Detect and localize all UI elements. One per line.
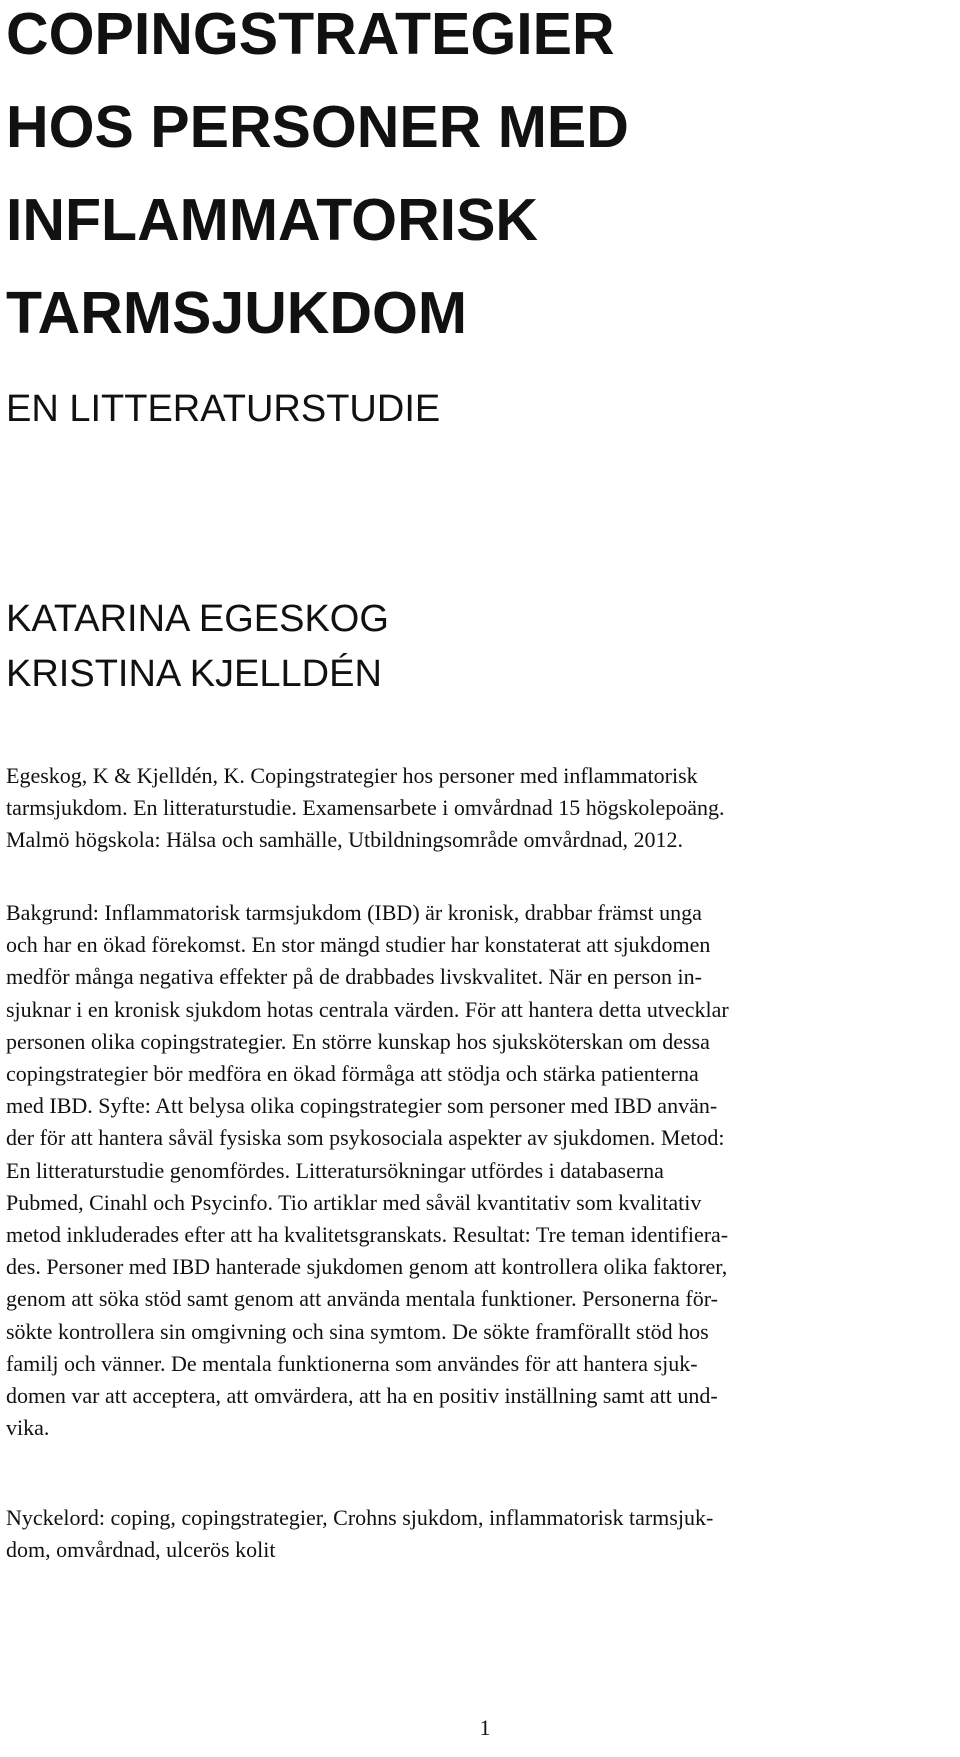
title-line: TARMSJUKDOM: [6, 280, 468, 346]
abstract-line: och har en ökad förekomst. En stor mängd studier har konstaterat att sjukdomen: [6, 932, 711, 958]
abstract-line: genom att söka stöd samt genom att använda mentala funktioner. Personerna för-: [6, 1286, 718, 1312]
citation-line: tarmsjukdom. En litteraturstudie. Examensarbete i omvårdnad 15 högskolepoäng.: [6, 795, 725, 820]
abstract-line: personen olika copingstrategier. En större kunskap hos sjuksköterskan om dessa: [6, 1028, 710, 1054]
citation-line: Malmö högskola: Hälsa och samhälle, Utbildningsområde omvårdnad, 2012.: [6, 827, 683, 852]
keywords-line: dom, omvårdnad, ulcerös kolit: [6, 1537, 276, 1562]
abstract-line: der för att hantera såväl fysiska som psykosociala aspekter av sjukdomen. Metod:: [6, 1125, 725, 1151]
page-number: 1: [479, 1715, 491, 1740]
abstract-line: vika.: [6, 1415, 50, 1441]
abstract-line: medför många negativa effekter på de drabbades livskvalitet. När en person in-: [6, 964, 702, 990]
abstract-line: metod inkluderades efter att ha kvalitetsgranskats. Resultat: Tre teman identifiera-: [6, 1222, 729, 1248]
author-name: KRISTINA KJELLDÉN: [6, 653, 382, 695]
keywords: [6, 1502, 946, 1566]
citation-line: Egeskog, K & Kjelldén, K. Copingstrategier hos personer med inflammatorisk: [6, 763, 698, 788]
abstract-line: copingstrategier bör medföra en ökad förmåga att stödja och stärka patienterna: [6, 1061, 699, 1087]
abstract-line: sökte kontrollera sin omgivning och sina symtom. De sökte framförallt stöd hos: [6, 1318, 709, 1344]
title-line: HOS PERSONER MED: [6, 94, 629, 160]
abstract: [6, 897, 946, 1444]
title-line: COPINGSTRATEGIER: [6, 1, 615, 67]
document-subtitle: EN LITTERATURSTUDIE: [6, 388, 441, 430]
abstract-line: des. Personer med IBD hanterade sjukdomen genom att kontrollera olika faktorer,: [6, 1254, 728, 1280]
abstract-line: sjuknar i en kronisk sjukdom hotas centrala värden. För att hantera detta utvecklar: [6, 996, 729, 1022]
abstract-line: domen var att acceptera, att omvärdera, att ha en positiv inställning samt att und-: [6, 1383, 718, 1409]
abstract-line: Pubmed, Cinahl och Psycinfo. Tio artiklar med såväl kvantitativ som kvalitativ: [6, 1189, 702, 1215]
abstract-line: En litteraturstudie genomfördes. Litteratursökningar utfördes i databaserna: [6, 1157, 664, 1183]
author-name: KATARINA EGESKOG: [6, 598, 389, 640]
author-list: [6, 592, 389, 702]
keywords-line: Nyckelord: coping, copingstrategier, Crohns sjukdom, inflammatorisk tarmsjuk-: [6, 1505, 714, 1530]
title-line: INFLAMMATORISK: [6, 187, 539, 253]
abstract-line: Bakgrund: Inflammatorisk tarmsjukdom (IBD) är kronisk, drabbar främst unga: [6, 900, 702, 925]
abstract-line: med IBD. Syfte: Att belysa olika copingstrategier som personer med IBD använ-: [6, 1093, 718, 1119]
document-title: [6, 0, 946, 360]
abstract-line: familj och vänner. De mentala funktionerna som användes för att hantera sjuk-: [6, 1350, 698, 1376]
citation: [6, 760, 946, 856]
